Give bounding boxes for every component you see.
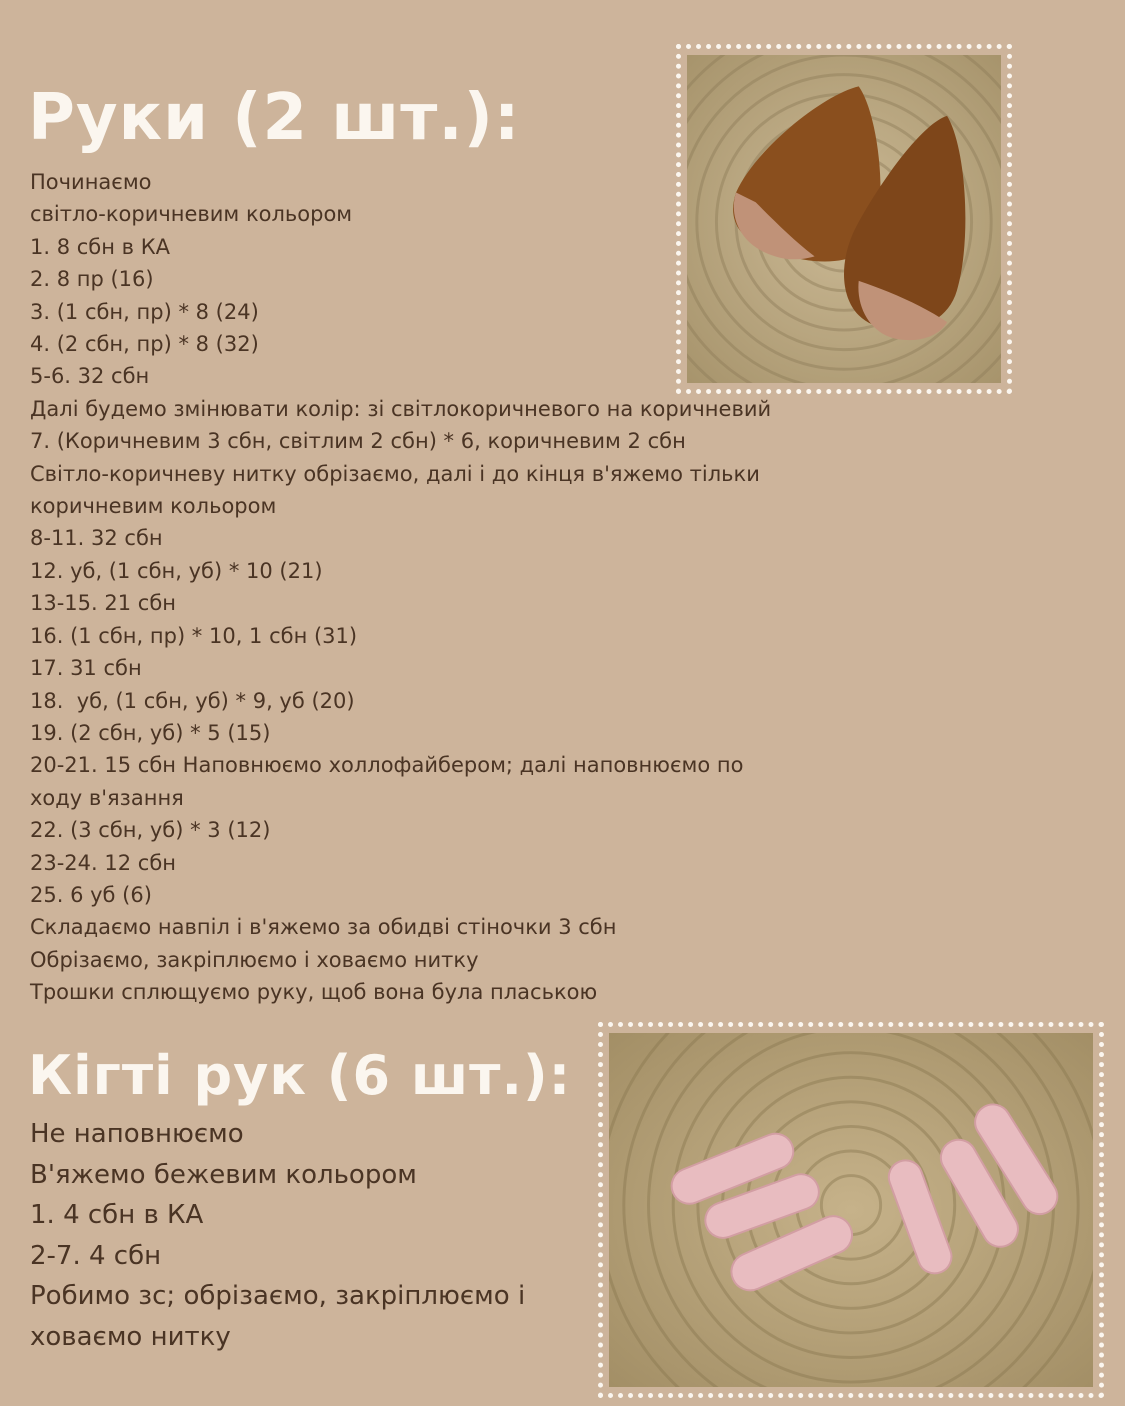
instruction-line: 8-11. 32 сбн: [30, 526, 163, 551]
instruction-line: 7. (Коричневим 3 сбн, світлим 2 сбн) * 6, коричневим 2 сбн: [30, 429, 686, 454]
instruction-line: Світло-коричневу нитку обрізаємо, далі і до кінця в'яжемо тільки: [30, 461, 760, 486]
instruction-line: 17. 31 сбн: [30, 656, 142, 681]
claws-photo: [598, 1022, 1104, 1398]
instruction-line: 5-6. 32 сбн: [30, 364, 150, 389]
instruction-line: коричневим кольором: [30, 494, 277, 519]
instruction-line: Складаємо навпіл і в'яжемо за обидві стіночки 3 сбн: [30, 915, 617, 940]
instruction-line: Робимо зс; обрізаємо, закріплюємо і: [30, 1281, 526, 1312]
instruction-line: 25. 6 уб (6): [30, 882, 152, 907]
instruction-line: світло-коричневим кольором: [30, 202, 353, 227]
section-title-claws: Кігті рук (6 шт.):: [28, 1044, 572, 1107]
crochet-arms-image: [687, 55, 1001, 383]
instruction-line: 23-24. 12 сбн: [30, 850, 176, 875]
instruction-line: ховаємо нитку: [30, 1321, 231, 1352]
instruction-line: Далі будемо змінювати колір: зі світлокоричневого на коричневий: [30, 396, 772, 421]
instruction-line: Починаємо: [30, 170, 152, 194]
instruction-line: 2. 8 пр (16): [30, 267, 154, 292]
instruction-line: 12. уб, (1 сбн, уб) * 10 (21): [30, 558, 323, 583]
instruction-line: Не наповнюємо: [30, 1119, 244, 1149]
instruction-line: 19. (2 сбн, уб) * 5 (15): [30, 720, 271, 745]
instruction-line: 20-21. 15 сбн Наповнюємо холлофайбером; далі наповнюємо по: [30, 753, 744, 778]
instruction-line: Обрізаємо, закріплюємо і ховаємо нитку: [30, 947, 479, 972]
claws-instructions: [30, 1114, 590, 1358]
instruction-line: 13-15. 21 сбн: [30, 591, 176, 616]
instruction-line: 22. (3 сбн, уб) * 3 (12): [30, 818, 271, 843]
crochet-claws-image: [609, 1033, 1093, 1387]
instruction-line: 16. (1 сбн, пр) * 10, 1 сбн (31): [30, 623, 358, 648]
instruction-line: 1. 8 сбн в КА: [30, 234, 170, 259]
instruction-line: ходу в'язання: [30, 785, 184, 810]
instruction-line: Трошки сплющуємо руку, щоб вона була плаською: [30, 980, 598, 1005]
instruction-line: 18. уб, (1 сбн, уб) * 9, уб (20): [30, 688, 355, 713]
section-title-arms: Руки (2 шт.):: [28, 81, 521, 155]
arms-photo: [676, 44, 1012, 394]
instruction-line: В'яжемо бежевим кольором: [30, 1159, 417, 1190]
instruction-line: 2-7. 4 сбн: [30, 1240, 162, 1271]
instruction-line: 4. (2 сбн, пр) * 8 (32): [30, 332, 259, 357]
instruction-line: 3. (1 сбн, пр) * 8 (24): [30, 299, 259, 324]
instruction-line: 1. 4 сбн в КА: [30, 1200, 204, 1231]
